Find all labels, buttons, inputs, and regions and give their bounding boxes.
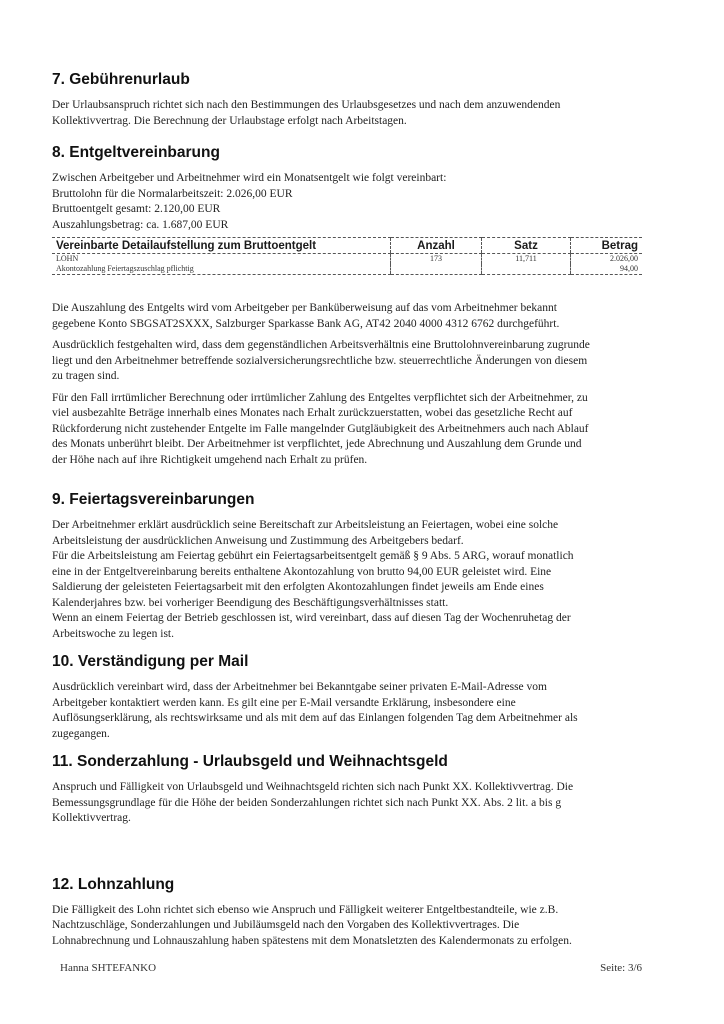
text-line: Rückforderung nicht zustehender Entgelte im Falle mangelnder Gutgläubigkeit des Arbeitnehmers auch nach Ablauf: [52, 422, 589, 435]
column-header-description: Vereinbarte Detailaufstellung zum Bruttoentgelt: [52, 238, 391, 254]
text-line: Kollektivvertrag. Die Berechnung der Urlaubstage erfolgt nach Arbeitstagen.: [52, 114, 407, 127]
text-line: Zwischen Arbeitgeber und Arbeitnehmer wird ein Monatsentgelt wie folgt vereinbart:: [52, 172, 447, 184]
section-text: [52, 518, 642, 642]
text-line: Ausdrücklich festgehalten wird, dass dem gegenständlichen Arbeitsverhältnis eine Bruttolohnvereinbarung zugrunde: [52, 339, 590, 351]
text-line: Wenn an einem Feiertag der Betrieb geschlossen ist, wird vereinbart, dass auf diesen Tag der Wochenruhetag der: [52, 612, 571, 624]
payout-line: Auszahlungsbetrag: ca. 1.687,00 EUR: [52, 218, 229, 231]
text-line: eine in der Entgeltvereinbarung bereits enthaltene Akontozahlung von brutto 94,00 EUR geleistet wird. Eine: [52, 565, 552, 578]
column-header-rate: Satz: [482, 238, 571, 254]
text-line: Ausdrücklich vereinbart wird, dass der Arbeitnehmer bei Bekanntgabe seiner privaten E-Mail-Adresse vom: [52, 681, 547, 693]
cell-amount: 94,00: [571, 264, 643, 275]
text-line: Arbeitswoche zu legen ist.: [52, 627, 174, 640]
section-heading: 7. Gebührenurlaub: [52, 71, 190, 88]
column-header-quantity: Anzahl: [391, 238, 482, 254]
text-line: zugegangen.: [52, 727, 110, 740]
text-line: viel ausbezahlte Beträge innerhalb eines Monates nach Erhalt zurückzuerstatten, wobei das gesetzliche Recht auf: [52, 407, 573, 419]
text-line: Kollektivvertrag.: [52, 812, 131, 824]
section-9: [52, 490, 642, 642]
cell-description: Akontozahlung Feiertagszuschlag pflichtig: [52, 264, 391, 275]
text-line: Die Auszahlung des Entgelts wird vom Arbeitgeber per Banküberweisung auf das vom Arbeitnehmer bekannt: [52, 302, 557, 314]
section-text: [52, 98, 642, 129]
column-header-amount: Betrag: [571, 238, 643, 254]
text-line: der Höhe nach auf ihre Richtigkeit umgehend nach Erhalt zu prüfen.: [52, 453, 368, 466]
text-line: Arbeitsleistung der ausdrücklichen Anweisung und Zustimmung des Arbeitgebers bedarf.: [52, 534, 464, 547]
payment-paragraph: [52, 301, 642, 332]
text-line: Lohnabrechnung und Lohnauszahlung haben spätestens mit dem Monatsletzten des Kalendermonats zu erfolgen.: [52, 934, 572, 947]
text-line: Anspruch und Fälligkeit von Urlaubsgeld und Weihnachtsgeld richten sich nach Punkt XX. Kollektivvertrag. Die: [52, 781, 574, 793]
text-line: Arbeitgeber kontaktiert werden kann. Es gilt eine per E-Mail versandte Erklärung, insbesondere eine: [52, 696, 516, 709]
text-line: Nachtzuschläge, Sonderzahlungen und Jubiläumsgeld nach den Vorgaben des Kollektivvertrages. Die: [52, 919, 520, 931]
text-line: Der Urlaubsanspruch richtet sich nach den Bestimmungen des Urlaubsgesetzes und nach dem anzuwendenden: [52, 99, 561, 111]
section-8: [52, 143, 642, 468]
section-12: [52, 875, 642, 950]
text-line: des Monats unberührt bleibt. Der Arbeitnehmer ist verpflichtet, jede Abrechnung und Auszahlung dem Grunde und: [52, 438, 582, 450]
section-7: [52, 70, 642, 129]
section-heading: 11. Sonderzahlung - Urlaubsgeld und Weihnachtsgeld: [52, 753, 448, 770]
cell-amount: 2.026,00: [571, 254, 643, 265]
text-line: Für die Arbeitsleistung am Feiertag gebührt ein Feiertagsarbeitsentgelt gemäß § 9 Abs. 5 ARG, worauf monatlich: [52, 550, 574, 562]
section-text: [52, 680, 642, 742]
section-heading: 8. Entgeltvereinbarung: [52, 144, 220, 161]
section-11: [52, 752, 642, 827]
section-10: [52, 652, 642, 742]
cell-description: LOHN: [56, 254, 79, 263]
text-line: Saldierung der geleisteten Feiertagsarbeit mit den erfolgten Akontozahlungen findet jeweils am Ende eines: [52, 581, 544, 593]
text-line: Der Arbeitnehmer erklärt ausdrücklich seine Bereitschaft zur Arbeitsleistung an Feiertagen, wobei eine solche: [52, 519, 559, 531]
salary-detail-table: [52, 237, 642, 275]
text-line: Die Fälligkeit des Lohn richtet sich ebenso wie Anspruch und Fälligkeit weiterer Entgeltbestandteile, wie z.B.: [52, 903, 559, 916]
text-line: Auflösungserklärung, als rechtswirksame und als mit dem auf das Einlangen folgenden Tag dem Arbeitnehmer als: [52, 712, 578, 724]
gross-wage-line: Bruttolohn für die Normalarbeitszeit: 2.026,00 EUR: [52, 187, 293, 200]
section-heading: 9. Feiertagsvereinbarungen: [52, 491, 255, 508]
footer-page-number: Seite: 3/6: [600, 962, 642, 974]
page-footer: [60, 962, 642, 974]
text-line: Kalenderjahres bzw. bei vorheriger Beendigung des Beschäftigungsverhältnisses statt.: [52, 596, 449, 609]
text-line: liegt und den Arbeitnehmer betreffende sozialversicherungsrechtliche bzw. steuerrechtliche Änderungen von diesem: [52, 354, 588, 367]
cell-quantity: [391, 264, 482, 275]
salary-summary: [52, 171, 642, 233]
document-page: [52, 70, 642, 959]
text-line: Für den Fall irrtümlicher Berechnung oder irrtümlicher Zahlung des Entgeltes verpflichtet sich der Arbeitnehmer, zu: [52, 391, 588, 404]
table-row: [52, 264, 642, 275]
table-header-row: [52, 238, 642, 254]
cell-rate: 11,711: [482, 254, 571, 265]
cell-quantity: 173: [391, 254, 482, 265]
text-line: zu tragen sind.: [52, 370, 120, 382]
table-row: [52, 254, 642, 265]
text-line: gegebene Konto SBGSAT2SXXX, Salzburger Sparkasse Bank AG, AT42 2040 4000 4312 6762 durchgeführt.: [52, 317, 560, 330]
cell-rate: [482, 264, 571, 275]
footer-employee-name: Hanna SHTEFANKO: [60, 962, 157, 974]
text-line: Bemessungsgrundlage für die Höhe der beiden Sonderzahlungen richtet sich nach Punkt XX. Abs. 2 lit. a bis g: [52, 796, 562, 809]
gross-total-line: Bruttoentgelt gesamt: 2.120,00 EUR: [52, 203, 221, 215]
section-heading: 10. Verständigung per Mail: [52, 653, 249, 670]
overpayment-paragraph: [52, 391, 642, 469]
section-heading: 12. Lohnzahlung: [52, 875, 175, 893]
gross-agreement-paragraph: [52, 338, 642, 385]
section-text: [52, 903, 642, 950]
section-text: [52, 780, 642, 827]
